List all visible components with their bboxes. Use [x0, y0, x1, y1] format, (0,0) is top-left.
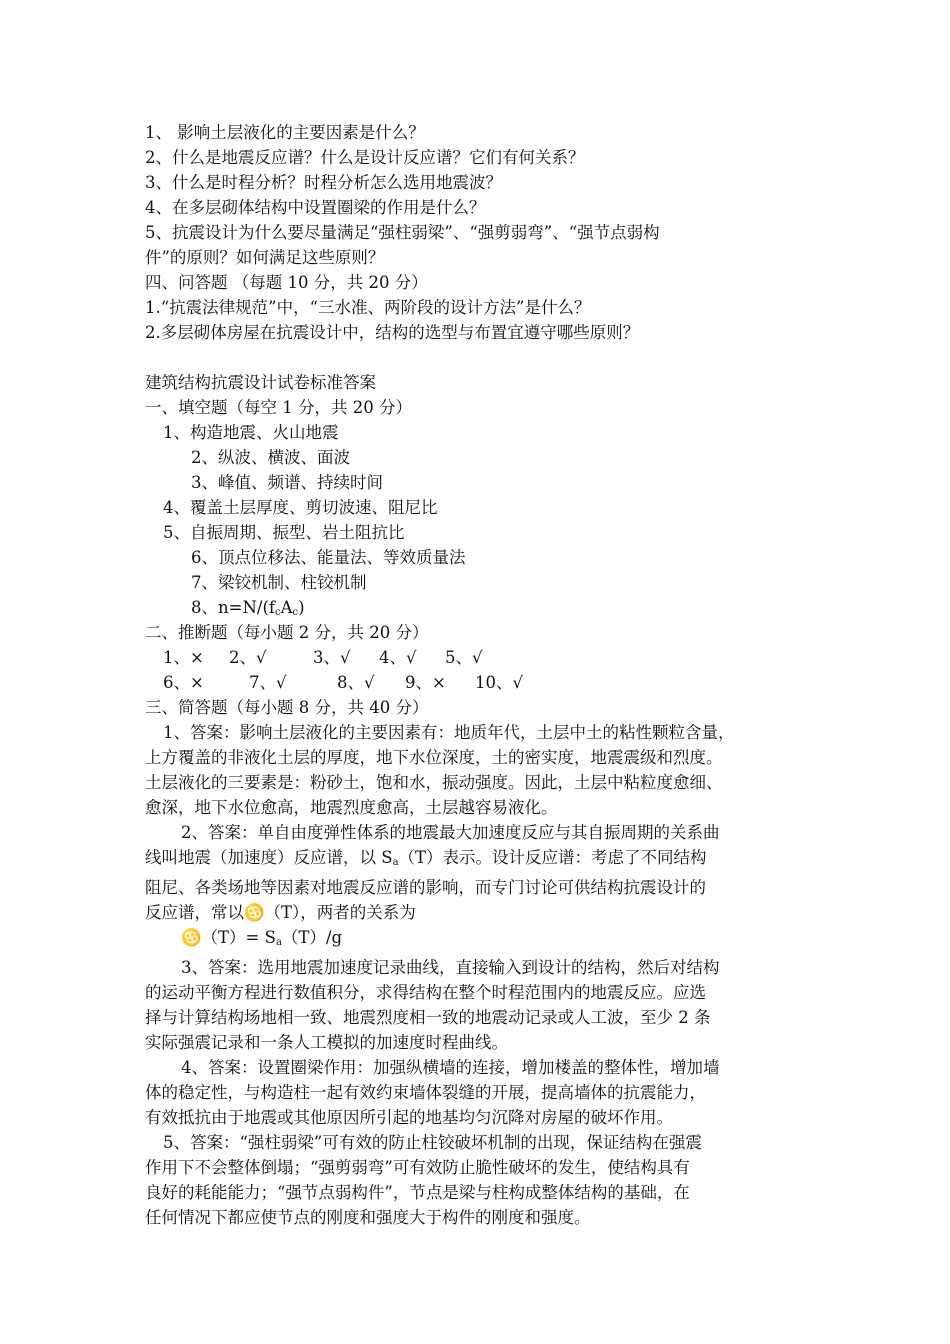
- judge-answer: 6、×: [163, 673, 204, 692]
- short-answer-3: 3、答案：选用地震加速度记录曲线，直接输入到设计的结构，然后对结构 的运动平衡方程进行数值积分，求得结构在整个时程范围内的地震反应。应选 择与计算结构场地相一致、地震烈度相一致的地震动记录或人工波，至少 2 条 实际强震记录和一条人工模拟的加速度时程曲线。: [145, 958, 720, 1052]
- judge-answer: 8、√: [337, 673, 375, 692]
- judge-heading: 二、推断题（每小题 2 分，共 20 分）: [145, 623, 429, 642]
- fill-answer-1: 1、构造地震、火山地震: [163, 423, 339, 442]
- document-page: [145, 120, 815, 1230]
- question-5: 5、抗震设计为什么要尽量满足“强柱弱梁”、“强剪弱弯”、“强节点弱构: [145, 223, 660, 242]
- formula: ♋（T）= $S_a(T)/g$: [181, 928, 343, 948]
- fill-answer-4: 4、覆盖土层厚度、剪切波速、阻尼比: [163, 498, 438, 517]
- judge-answer: 4、√: [379, 648, 417, 667]
- judge-answer: 9、×: [405, 673, 446, 692]
- fill-heading: 一、填空题（每空 1 分，共 20 分）: [145, 398, 412, 417]
- fill-answer-8: 8、$n=N/(f_cA_c)$: [191, 598, 305, 618]
- fill-answer-5: 5、自振周期、振型、岩土阻抗比: [163, 523, 405, 542]
- fill-answer-3: 3、峰值、频谱、持续时间: [191, 473, 383, 492]
- judge-answer: 1、×: [163, 648, 204, 667]
- short-answer-2: 2、答案：单自由度弹性体系的地震最大加速度反应与其自振周期的关系曲 线叫地震（加速度）反应谱，以 $S_a(T)$表示。设计反应谱：考虑了不同结构 阻尼、各类场地等因素对地震反应谱的影响，而专门讨论可供结构抗震设计的 反应谱，常以♋（T），两者的关系为 ♋（T）= $S_a(T)/g$: [145, 820, 815, 955]
- short-answer-1: 1、答案：影响土层液化的主要因素有：地质年代，土层中土的粘性颗粒含量， 上方覆盖的非液化土层的厚度，地下水位深度，土的密实度，地震震级和烈度。 土层液化的三要素是：粉砂土，饱和水，振动强度。因此，土层中粘粒度愈细、 愈深，地下水位愈高，地震烈度愈高，土层越容易液化。: [145, 723, 735, 817]
- question-1: 1、 影响土层液化的主要因素是什么？: [145, 123, 425, 142]
- judge-answer: 2、√: [229, 648, 267, 667]
- short-answer-4: 4、答案：设置圈梁作用：加强纵横墙的连接，增加楼盖的整体性，增加墙 体的稳定性，与构造柱一起有效约束墙体裂缝的开展，提高墙体的抗震能力， 有效抵抗由于地震或其他原因所引起的地基均匀沉降对房屋的破坏作用。: [145, 1058, 720, 1127]
- judge-answer: 5、√: [445, 648, 483, 667]
- judge-row-2: [145, 670, 815, 695]
- question-3: 3、什么是时程分析？时程分析怎么选用地震波？: [145, 173, 502, 192]
- section-4-heading: 四、问答题 （每题 10 分，共 20 分）: [145, 273, 428, 292]
- fill-answer-2: 2、纵波、横波、面波: [191, 448, 350, 467]
- fill-answer-6: 6、顶点位移法、能量法、等效质量法: [191, 548, 466, 567]
- section-4-q1: 1.“抗震法律规范”中，“三水准、两阶段的设计方法”是什么？: [145, 298, 591, 317]
- judge-answer: 10、√: [475, 673, 524, 692]
- spacer: [145, 345, 815, 370]
- short-answer-5: 5、答案：“强柱弱梁”可有效的防止柱铰破坏机制的出现，保证结构在强震 作用下不会整体倒塌；“强剪弱弯”可有效防止脆性破坏的发生，使结构具有 良好的耗能能力；“强节点弱构件”，节点是梁与柱构成整体结构的基础，在 任何情况下都应使节点的刚度和强度大于构件的刚度和强度。: [145, 1133, 702, 1227]
- question-4: 4、在多层砌体结构中设置圈梁的作用是什么？: [145, 198, 486, 217]
- question-5-cont: 件”的原则？如何满足这些原则？: [145, 248, 385, 267]
- answers-title: 建筑结构抗震设计试卷标准答案: [145, 373, 376, 392]
- judge-row-1: [145, 645, 815, 670]
- section-4-q2: 2.多层砌体房屋在抗震设计中，结构的选型与布置宜遵守哪些原则？: [145, 323, 640, 342]
- judge-answer: 7、√: [249, 673, 287, 692]
- question-2: 2、什么是地震反应谱？什么是设计反应谱？它们有何关系？: [145, 148, 585, 167]
- fill-answer-7: 7、梁铰机制、柱铰机制: [191, 573, 367, 592]
- judge-answer: 3、√: [313, 648, 351, 667]
- short-heading: 三、简答题（每小题 8 分，共 40 分）: [145, 698, 429, 717]
